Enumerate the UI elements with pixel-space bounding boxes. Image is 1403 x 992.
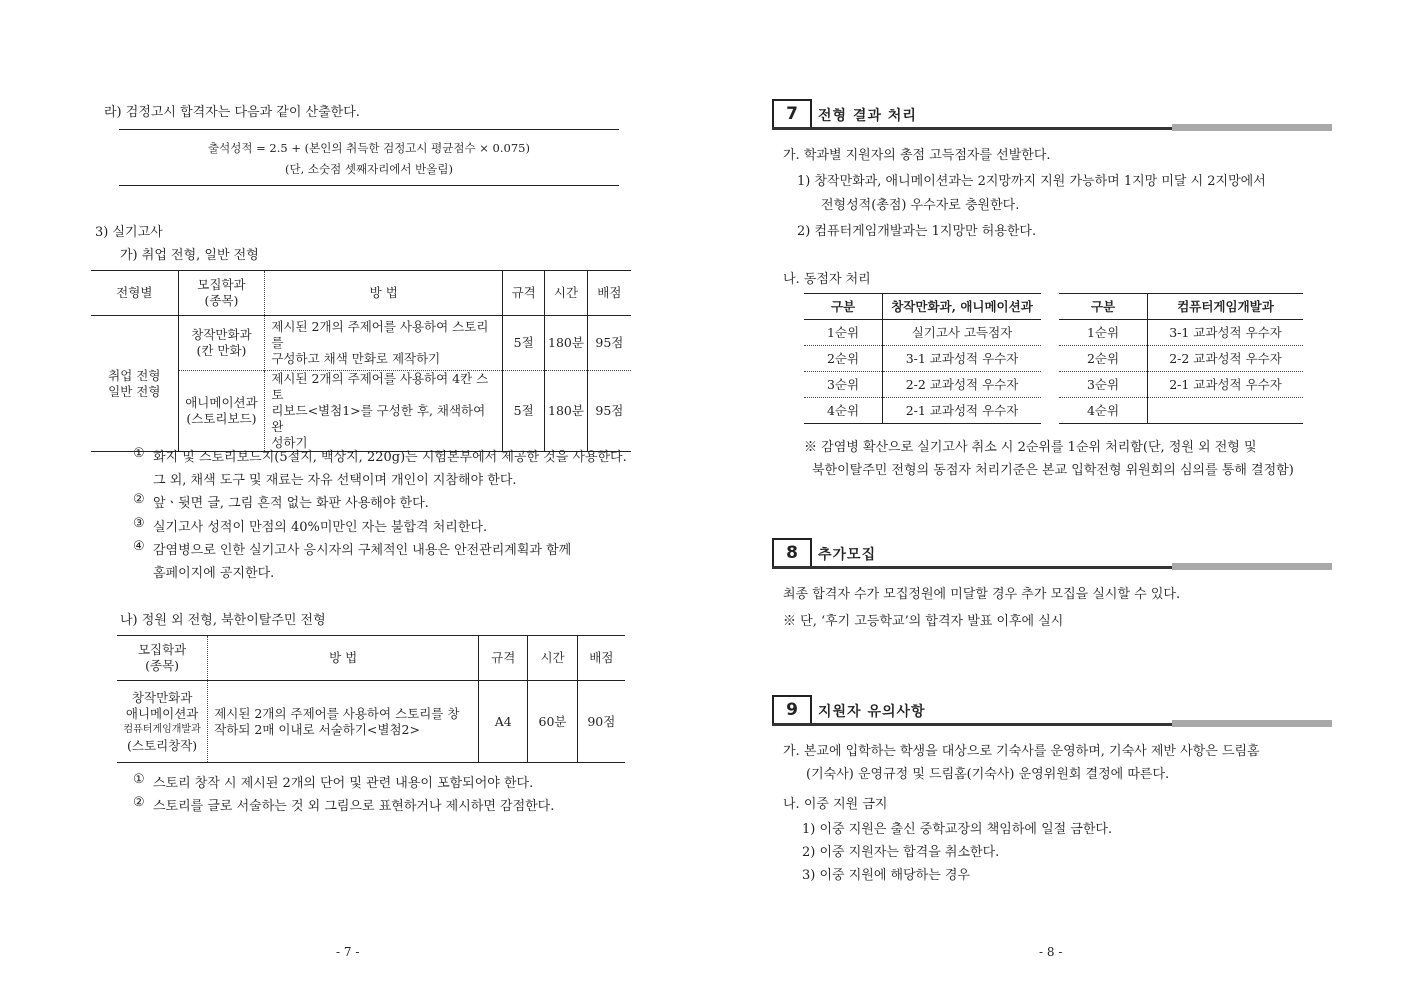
section-number: 7 <box>772 99 812 130</box>
col-header: 모집학과 (종목) <box>178 271 265 316</box>
note-line: 스토리를 글로 서술하는 것 외 그림으로 표현하거나 제시하면 감점한다. <box>153 799 555 814</box>
note-line: 앞ㆍ뒷면 글, 그림 흔적 없는 화판 사용해야 한다. <box>153 496 429 511</box>
criteria-cell: 2-2 교과성적 우수자 <box>1169 350 1282 366</box>
col-header: 시간 <box>545 271 588 316</box>
note-num: ④ <box>133 539 145 554</box>
time-cell: 180분 <box>545 371 588 452</box>
page-number-left: - 7 - <box>336 945 360 959</box>
table-header <box>804 294 1041 320</box>
note-line: 홈페이지에 공지한다. <box>153 566 275 581</box>
sec7-a: 가. 학과별 지원자의 총점 고득점자를 선발한다. <box>783 148 1051 163</box>
formula: 출석성적 = 2.5 + (본인의 취득한 검정고시 평균점수 × 0.075) <box>208 141 530 155</box>
rank-cell: 1순위 <box>1059 320 1148 346</box>
section-rule <box>772 566 1172 569</box>
note-line: 화지 및 스토리보드지(5절지, 백상지, 220g)는 시험본부에서 제공한 것을 사용한다. <box>153 450 627 465</box>
table-row <box>1059 320 1303 346</box>
rank-cell: 2순위 <box>1059 346 1148 372</box>
col-header: 규격 <box>479 636 528 681</box>
sec9-b3: 3) 이중 지원에 해당하는 경우 <box>802 868 971 883</box>
criteria-cell: 3-1 교과성적 우수자 <box>905 350 1019 366</box>
note-line: 실기고사 성적이 만점의 40%미만인 자는 불합격 처리한다. <box>153 520 488 535</box>
table-row <box>1059 398 1303 424</box>
ged-title: 라) 검정고시 합격자는 다음과 같이 산출한다. <box>104 105 360 120</box>
practical-table-b <box>117 635 625 763</box>
table-row <box>804 398 1041 424</box>
section-title: 추가모집 <box>818 547 877 563</box>
table-row <box>804 372 1041 398</box>
sec7-b: 나. 동점자 처리 <box>783 272 871 287</box>
practical-title: 3) 실기고사 <box>95 225 163 240</box>
section-title: 지원자 유의사항 <box>818 704 926 720</box>
section-title: 전형 결과 처리 <box>818 108 917 124</box>
sec9-b2: 2) 이중 지원자는 합격을 취소한다. <box>802 845 1000 860</box>
rank-cell: 2순위 <box>804 346 883 372</box>
page-number-right: - 8 - <box>1039 945 1063 959</box>
col-header: 시간 <box>528 636 577 681</box>
criteria-cell: 실기고사 고득점자 <box>911 324 1013 340</box>
tie-table-left <box>804 293 1041 424</box>
col-header: 배점 <box>589 650 614 665</box>
note-line: 감염병으로 인한 실기고사 응시자의 구체적인 내용은 안전관리계획과 함께 <box>153 543 572 558</box>
col-header: 창작만화과, 애니메이션과 <box>891 298 1033 314</box>
note-num: ② <box>133 492 145 507</box>
criteria-cell <box>1148 398 1304 424</box>
sec8-note: ※ 단, ‘후기 고등학교’의 합격자 발표 이후에 실시 <box>783 614 1064 629</box>
criteria-cell: 2-1 교과성적 우수자 <box>1169 376 1282 392</box>
time-cell: 60분 <box>528 681 577 763</box>
practical-table-a <box>91 270 631 452</box>
note-num: ① <box>133 772 145 787</box>
section-rule-accent <box>1172 124 1332 131</box>
table-row <box>117 681 625 763</box>
dept-cell: 창작만화과 애니메이션과 컴퓨터게임개발과 (스토리창작) <box>117 681 208 763</box>
col-header: 모집학과 (종목) <box>117 636 208 681</box>
time-cell: 180분 <box>545 316 588 371</box>
score-cell: 95점 <box>595 403 624 418</box>
sec9-b: 나. 이중 지원 금지 <box>783 797 888 812</box>
method-cell: 제시된 2개의 주제어를 사용하여 스토리를 구성하고 채색 만화로 제작하기 <box>265 316 503 371</box>
rank-cell: 4순위 <box>1059 398 1148 424</box>
table-row <box>804 320 1041 346</box>
note-line: 그 외, 채색 도구 및 재료는 자유 선택이며 개인이 지참해야 한다. <box>153 473 517 488</box>
table-header <box>1059 294 1303 320</box>
dept-cell: 창작만화과 (칸 만화) <box>178 316 265 371</box>
sub-b-title: 나) 정원 외 전형, 북한이탈주민 전형 <box>120 613 326 628</box>
score-cell: 95점 <box>595 335 624 350</box>
table-row <box>1059 346 1303 372</box>
method-cell: 제시된 2개의 주제어를 사용하여 4칸 스토 리보드<별첨1>를 구성한 후, 채색하여 완 성하기 <box>265 371 503 452</box>
dept-cell: 애니메이션과 (스토리보드) <box>178 371 265 452</box>
rank-cell: 4순위 <box>804 398 883 424</box>
tie-table-right <box>1059 293 1303 424</box>
sec7-a1-line2: 전형성적(총점) 우수자로 충원한다. <box>821 198 1020 213</box>
score-cell: 90점 <box>587 713 616 729</box>
sec9-b1: 1) 이중 지원은 출신 중학교장의 책임하에 일절 금한다. <box>802 822 1113 837</box>
section-number: 9 <box>772 695 812 726</box>
section-rule-accent <box>1172 563 1332 570</box>
col-header: 전형별 <box>91 271 178 316</box>
section-rule-accent <box>1172 720 1332 727</box>
note-num: ③ <box>133 516 145 531</box>
size-cell: A4 <box>479 681 528 763</box>
group-cell: 취업 전형 일반 전형 <box>91 316 178 452</box>
table-header <box>91 271 631 316</box>
tie-note-line2: 북한이탈주민 전형의 동점자 처리기준은 본교 입학전형 위원회의 심의를 통해 결정함) <box>812 463 1294 478</box>
table-row <box>804 346 1041 372</box>
table-row <box>91 316 631 371</box>
col-header: 구분 <box>1059 294 1148 320</box>
tie-note-line1: ※ 감염병 확산으로 실기고사 취소 시 2순위를 1순위 처리함(단, 정원 외 전형 및 <box>804 440 1257 455</box>
sec7-a1-line1: 1) 창작만화과, 애니메이션과는 2지망까지 지원 가능하며 1지망 미달 시 2지망에서 <box>797 174 1266 189</box>
sec9-a-line1: 가. 본교에 입학하는 학생을 대상으로 기숙사를 운영하며, 기숙사 제반 사항은 드림홈 <box>783 744 1260 759</box>
sec9-a-line2: (기숙사) 운영규정 및 드림홈(기숙사) 운영위원회 결정에 따른다. <box>806 767 1170 782</box>
note-num: ② <box>133 795 145 810</box>
col-header: 방 법 <box>265 271 503 316</box>
size-cell: 5절 <box>503 316 545 371</box>
rank-cell: 3순위 <box>804 372 883 398</box>
note-line: 스토리 창작 시 제시된 2개의 단어 및 관련 내용이 포함되어야 한다. <box>153 776 534 791</box>
rank-cell: 3순위 <box>1059 372 1148 398</box>
col-header: 규격 <box>503 271 545 316</box>
formula-note: (단, 소숫점 셋째자리에서 반올림) <box>284 162 453 176</box>
method-cell: 제시된 2개의 주제어를 사용하여 스토리를 창 작하되 2매 이내로 서술하기<별첨2> <box>208 681 479 763</box>
sec7-a2: 2) 컴퓨터게임개발과는 1지망만 허용한다. <box>797 224 1037 239</box>
size-cell: 5절 <box>503 371 545 452</box>
sub-a-title: 가) 취업 전형, 일반 전형 <box>120 248 259 263</box>
criteria-cell: 3-1 교과성적 우수자 <box>1169 324 1282 340</box>
table-header <box>117 636 625 681</box>
sec8-text: 최종 합격자 수가 모집정원에 미달할 경우 추가 모집을 실시할 수 있다. <box>783 587 1181 602</box>
criteria-cell: 2-2 교과성적 우수자 <box>905 376 1019 392</box>
col-header: 컴퓨터게임개발과 <box>1177 298 1274 314</box>
section-rule <box>772 127 1172 130</box>
col-header: 배점 <box>597 285 622 300</box>
note-num: ① <box>133 446 145 461</box>
section-rule <box>772 723 1172 726</box>
col-header: 구분 <box>804 294 883 320</box>
col-header: 방 법 <box>208 636 479 681</box>
section-number: 8 <box>772 538 812 569</box>
rank-cell: 1순위 <box>804 320 883 346</box>
formula-box <box>119 129 619 186</box>
table-row <box>1059 372 1303 398</box>
criteria-cell: 2-1 교과성적 우수자 <box>905 402 1019 418</box>
